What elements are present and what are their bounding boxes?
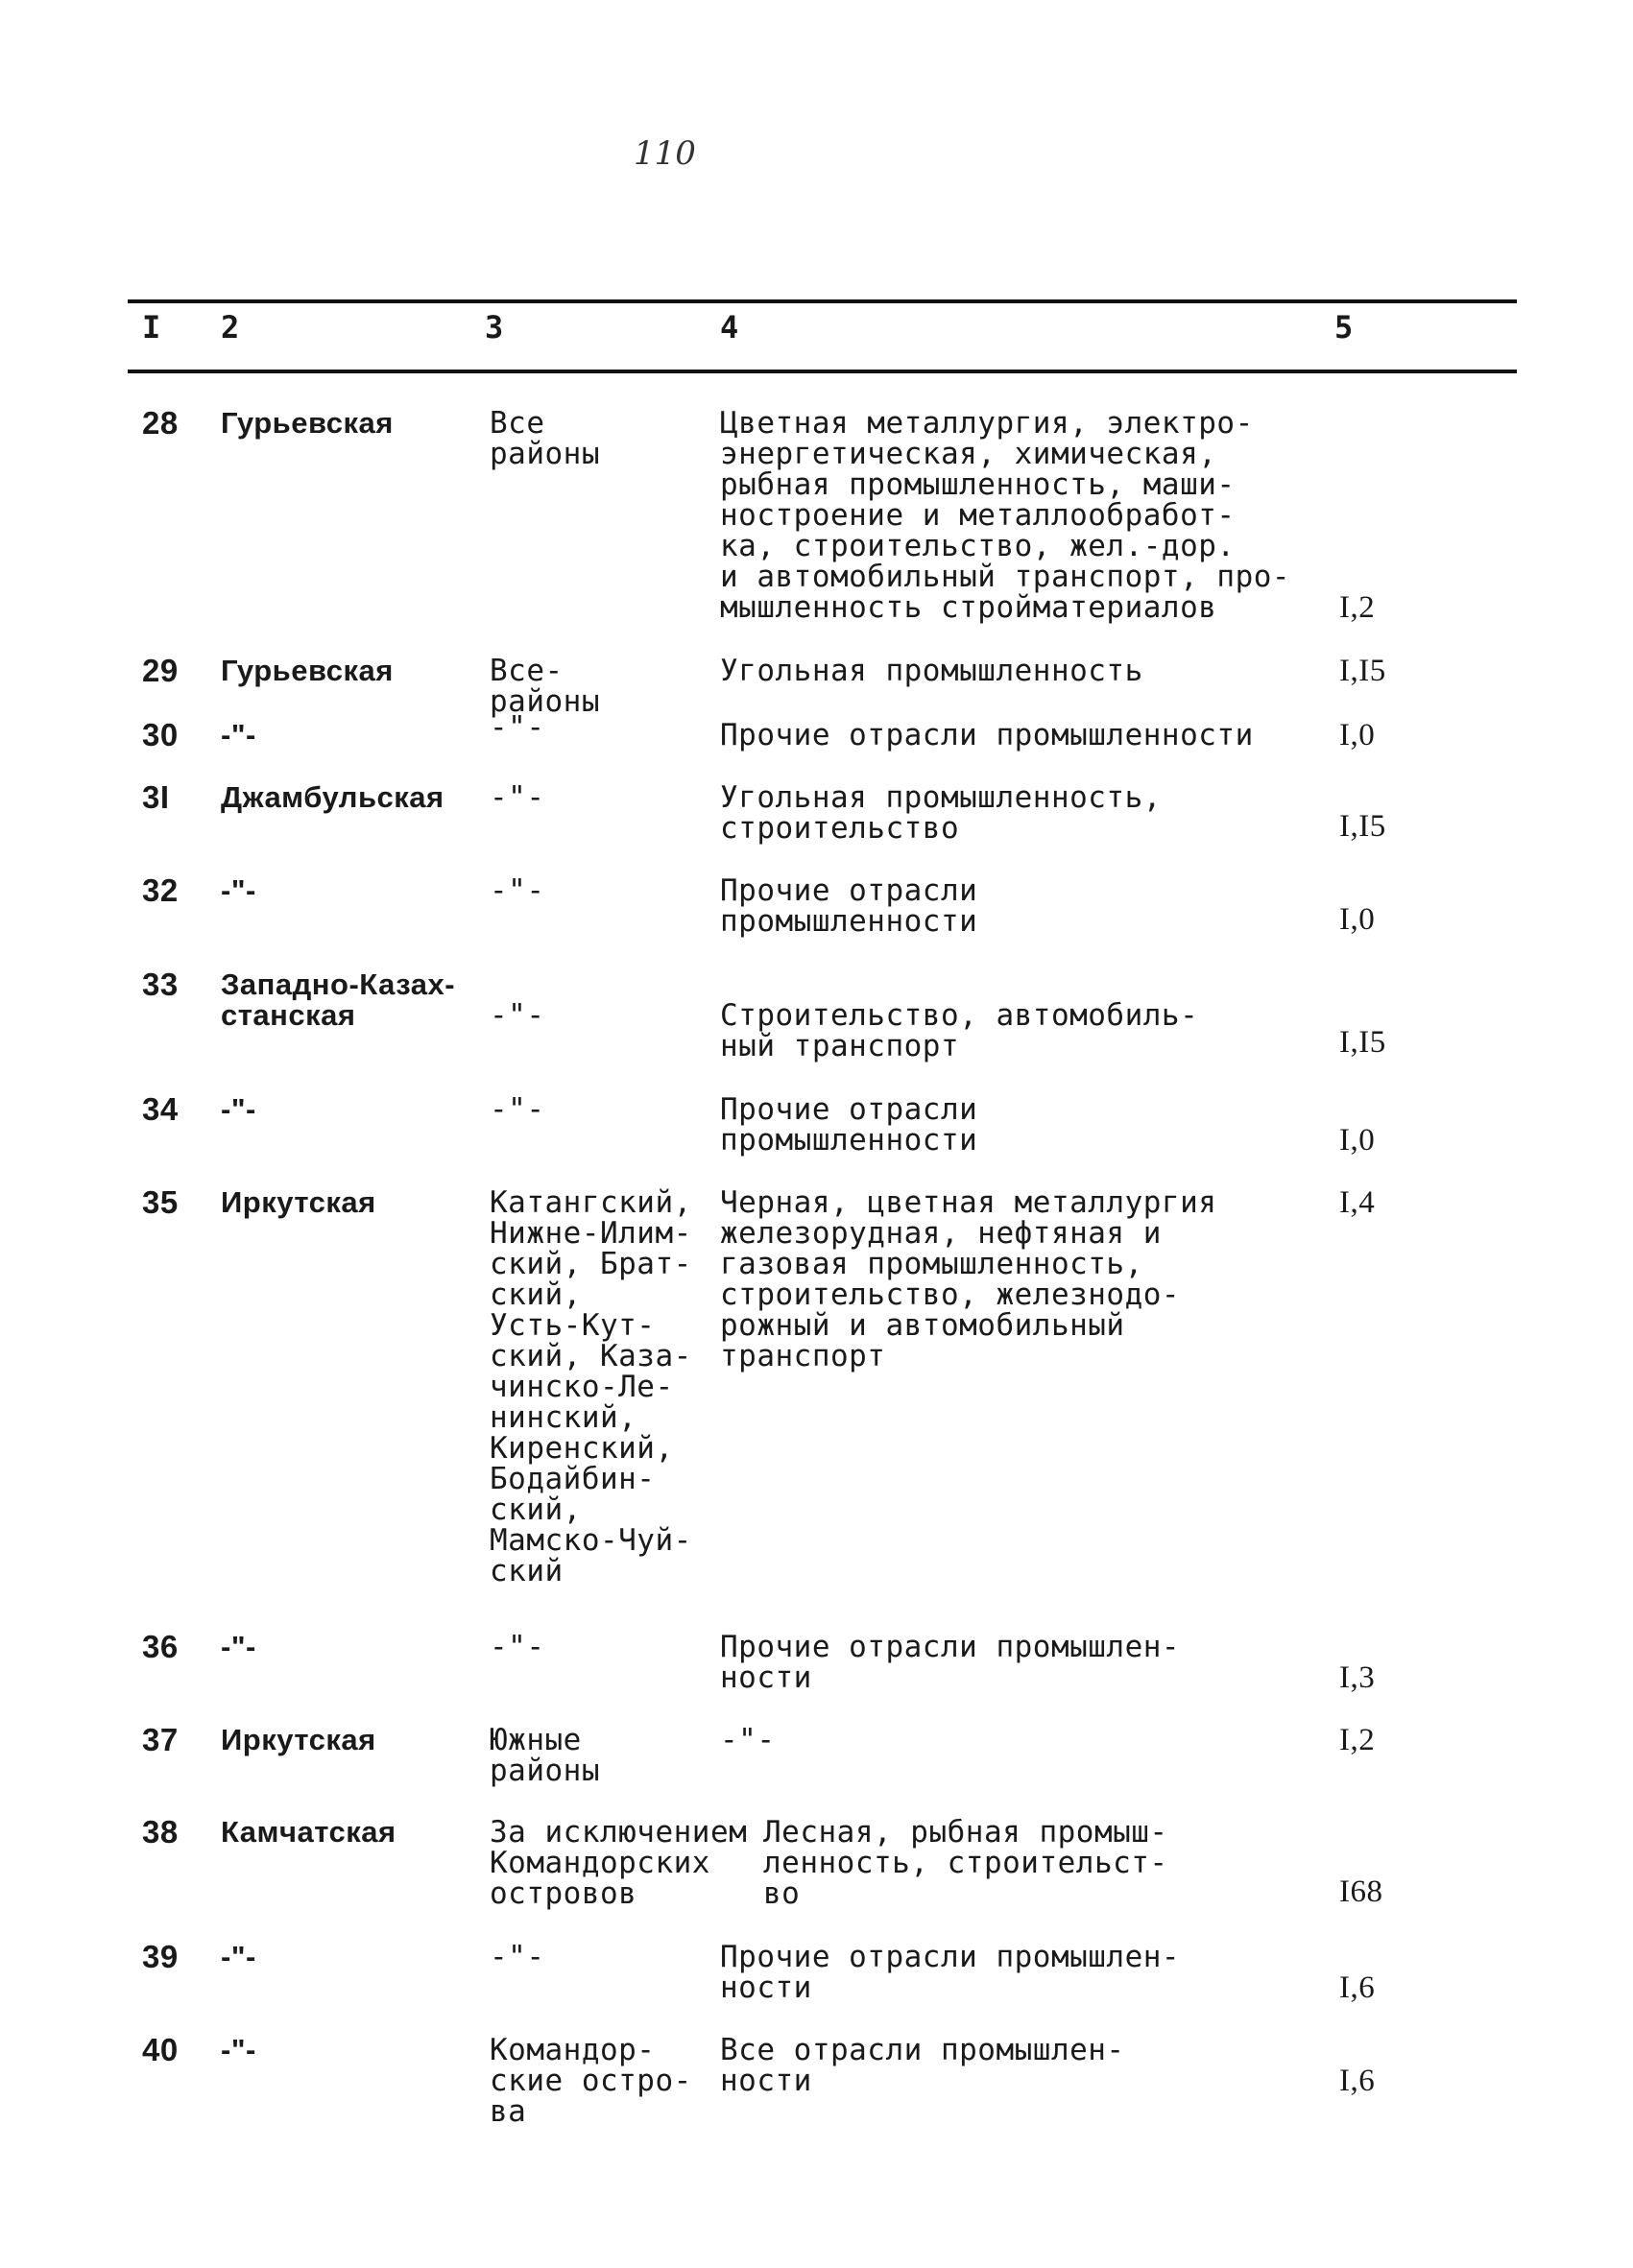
district: Катангский, Нижне-Илим- ский, Брат- ский, Усть-Кут- ский, Каза- чинско-Ле- нинский, Киренский, Бодайбин- ский, Мамско-Чуй- ский [490, 1185, 692, 1588]
region-name: -"- [221, 2033, 256, 2066]
industry: Цветная металлургия, электро- энергетическая, химическая, рыбная промышленность, маши- ностроение и металлообработ- ка, строительство, жел.-дор. и автомобильный транспорт, про- мышленность стройматериалов [720, 406, 1291, 625]
table-top-rule [128, 299, 1517, 303]
region-name: -"- [221, 1940, 256, 1973]
coefficient: I,6 [1339, 1970, 1376, 2005]
district: Южные районы [490, 1723, 600, 1788]
region-name: -"- [221, 718, 256, 752]
industry: Прочие отрасли промышлен- ности [720, 1630, 1181, 1695]
coefficient: I,2 [1339, 590, 1376, 625]
coefficient: I,4 [1339, 1185, 1376, 1220]
page-number: 110 [634, 134, 696, 173]
region-name: -"- [221, 873, 256, 907]
coefficient: I,I5 [1339, 1025, 1386, 1060]
row-number: 35 [142, 1184, 179, 1220]
row-number: 30 [142, 717, 179, 752]
region-name: Джамбульская [221, 780, 444, 814]
row-number: 36 [142, 1629, 179, 1664]
region-name: Западно-Казах- станская [221, 967, 456, 1032]
district: Все- районы [490, 654, 600, 719]
industry: Прочие отрасли промышлен- ности [720, 1940, 1181, 2005]
industry: -"- [720, 1723, 776, 1757]
industry: Угольная промышленность, строительство [720, 780, 1162, 846]
header-col-5: 5 [1334, 309, 1354, 346]
district: -"- [490, 873, 545, 908]
coefficient: I,3 [1339, 1660, 1376, 1695]
district: -"- [490, 998, 545, 1033]
industry: Прочие отрасли промышленности [720, 1092, 978, 1158]
industry: Все отрасли промышлен- ности [720, 2033, 1125, 2098]
row-number: 3I [142, 779, 170, 815]
header-col-1: I [142, 309, 161, 346]
coefficient: I68 [1339, 1874, 1383, 1909]
coefficient: I,I5 [1339, 654, 1386, 688]
region-name: Гурьевская [221, 654, 394, 687]
industry: Прочие отрасли промышленности [720, 873, 978, 939]
row-number: 28 [142, 405, 179, 441]
row-number: 34 [142, 1091, 179, 1127]
industry: Черная, цветная металлургия железорудная, нефтяная и газовая промышленность, строительство, железнодо- рожный и автомобильный транспорт [720, 1185, 1217, 1373]
district: -"- [490, 1630, 545, 1664]
coefficient: I,0 [1339, 718, 1376, 752]
row-number: 37 [142, 1722, 179, 1757]
district: -"- [490, 1940, 545, 1974]
row-number: 32 [142, 872, 179, 908]
region-name: Иркутская [221, 1185, 376, 1219]
header-col-3: 3 [485, 309, 504, 346]
industry: Угольная промышленность [720, 654, 1143, 688]
header-col-4: 4 [720, 309, 739, 346]
row-number: 29 [142, 653, 179, 688]
coefficient: I,I5 [1339, 809, 1386, 844]
region-name: -"- [221, 1092, 256, 1126]
coefficient: I,0 [1339, 1123, 1376, 1158]
district: За исключением Командорских островов [490, 1815, 748, 1911]
industry: Строительство, автомобиль- ный транспорт [720, 998, 1199, 1063]
district: Все районы [490, 406, 600, 471]
coefficient: I,6 [1339, 2064, 1376, 2098]
region-name: -"- [221, 1630, 256, 1663]
row-number: 39 [142, 1939, 179, 1974]
district: -"- [490, 710, 545, 745]
table-header-rule [128, 370, 1517, 373]
coefficient: I,2 [1339, 1723, 1376, 1757]
header-col-2: 2 [221, 309, 240, 346]
district: Командор- ские остро- ва [490, 2033, 692, 2129]
coefficient: I,0 [1339, 902, 1376, 937]
region-name: Иркутская [221, 1723, 376, 1756]
row-number: 40 [142, 2032, 179, 2067]
row-number: 33 [142, 967, 179, 1002]
industry: Прочие отрасли промышленности [720, 718, 1254, 752]
district: -"- [490, 1092, 545, 1127]
row-number: 38 [142, 1814, 179, 1850]
region-name: Гурьевская [221, 406, 394, 440]
district: -"- [490, 780, 545, 815]
region-name: Камчатская [221, 1815, 396, 1849]
industry: Лесная, рыбная промыш- ленность, строительст- во [763, 1815, 1168, 1911]
